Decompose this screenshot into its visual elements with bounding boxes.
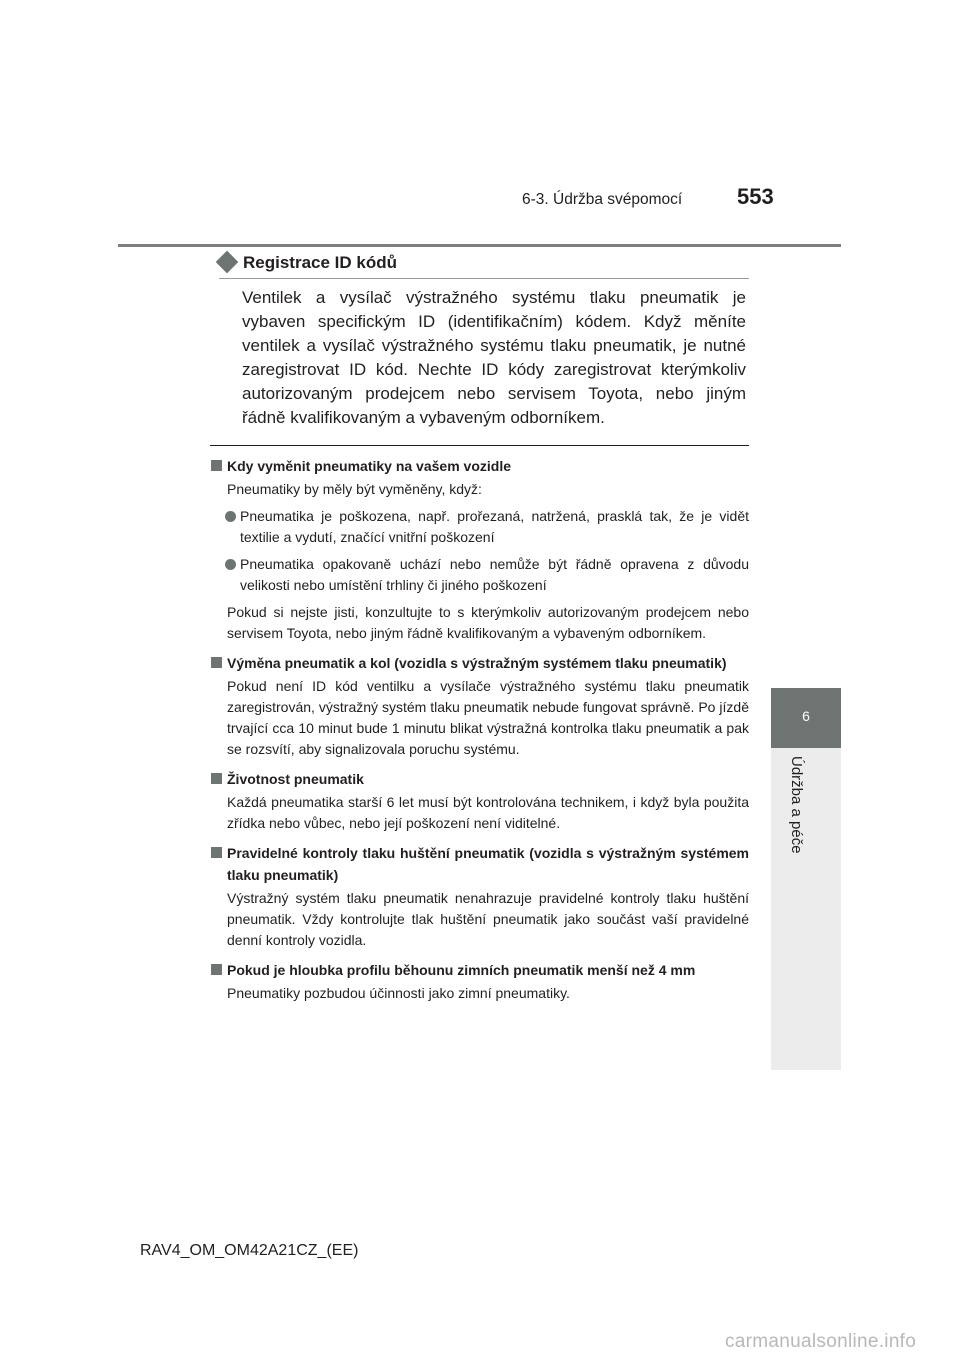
chapter-title: Údržba a péče — [788, 756, 805, 854]
note-heading — [210, 652, 749, 674]
note-winter-tread — [210, 959, 749, 1004]
circle-bullet-icon — [225, 559, 236, 570]
document-code: RAV4_OM_OM42A21CZ_(EE) — [140, 1242, 359, 1259]
chapter-strip — [771, 748, 841, 1070]
note-heading — [210, 842, 749, 886]
chapter-tab — [771, 688, 841, 748]
registration-divider — [219, 278, 749, 279]
note-heading-text: Výměna pneumatik a kol (vozidla s výstražným systémem tlaku pneumatik) — [227, 655, 727, 671]
note-body: Každá pneumatika starší 6 let musí být kontrolována technikem, i když byla použita zřídka nebo vůbec, nebo její poškození není viditelné. — [227, 794, 749, 831]
chapter-number: 6 — [802, 708, 810, 724]
note-heading-text: Pravidelné kontroly tlaku huštění pneumatik (vozidla s výstražným systémem tlaku pneumatik) — [227, 845, 749, 883]
circle-bullet-icon — [225, 511, 236, 522]
list-item — [210, 506, 749, 548]
note-heading-text: Životnost pneumatik — [227, 771, 364, 787]
note-body: Pneumatiky pozbudou účinnosti jako zimní pneumatiky. — [227, 985, 570, 1001]
page-number: 553 — [737, 184, 774, 209]
list-item-text: Pneumatika je poškozena, např. prořezaná, natržená, prasklá tak, že je vidět textilie a vydutí, značící vnitřní poškození — [240, 508, 749, 545]
note-wheel-replacement — [210, 652, 749, 760]
square-bullet-icon — [211, 964, 222, 975]
square-bullet-icon — [211, 657, 222, 668]
square-bullet-icon — [211, 460, 222, 471]
square-bullet-icon — [211, 847, 222, 858]
note-heading — [210, 455, 749, 477]
registration-title: Registrace ID kódů — [243, 253, 397, 272]
note-body: Výstražný systém tlaku pneumatik nenahrazuje pravidelné kontroly tlaku huštění pneumatik. Vždy kontrolujte tlak huštění pneumatik jako součást vaší pravidelné denní kontroly vozidla. — [227, 890, 749, 948]
list-item — [210, 554, 749, 596]
note-heading — [210, 768, 749, 790]
section-divider — [210, 445, 749, 446]
notes-section — [210, 455, 749, 1012]
square-bullet-icon — [211, 773, 222, 784]
note-heading-text: Kdy vyměnit pneumatiky na vašem vozidle — [227, 458, 511, 474]
note-intro: Pneumatiky by měly být vyměněny, když: — [227, 481, 482, 497]
note-heading — [210, 959, 749, 981]
note-heading-text: Pokud je hloubka profilu běhounu zimních pneumatik menší než 4 mm — [227, 962, 696, 978]
note-body: Pokud není ID kód ventilku a vysílače výstražného systému tlaku pneumatik zaregistrován, výstražný systém tlaku pneumatik nebude fungovat správně. Po jízdě trvající cca 10 minut bude 1 minutu blikat výstražná kontrolka tlaku pneumatik a pak se rozsvítí, aby signalizovala poruchu systému. — [227, 678, 749, 757]
registration-text: Ventilek a vysílač výstražného systému tlaku pneumatik je vybaven specifickým ID (identifikačním) kódem. Když měníte ventilek a vysílač výstražného systému tlaku pneumatik, je nutné zaregistrovat ID kód. Nechte ID kódy zaregistrovat kterýmkoliv autorizovaným prodejcem nebo servisem Toyota, nebo jiným řádně kvalifikovaným a vybaveným odborníkem. — [242, 288, 746, 427]
list-item-text: Pneumatika opakovaně uchází nebo nemůže být řádně opravena z důvodu velikosti nebo umístění trhliny či jiného poškození — [240, 556, 749, 593]
note-tire-life — [210, 768, 749, 834]
section-title: 6-3. Údržba svépomocí — [522, 191, 683, 208]
note-body: Pokud si nejste jisti, konzultujte to s kterýmkoliv autorizovaným prodejcem nebo servisem Toyota, nebo jiným řádně kvalifikovaným a vybaveným odborníkem. — [227, 604, 749, 641]
diamond-icon — [216, 251, 239, 274]
note-pressure-checks — [210, 842, 749, 951]
header-divider — [118, 244, 841, 247]
watermark: carmanualsonline.info — [725, 1331, 917, 1352]
note-tire-replacement — [210, 455, 749, 644]
